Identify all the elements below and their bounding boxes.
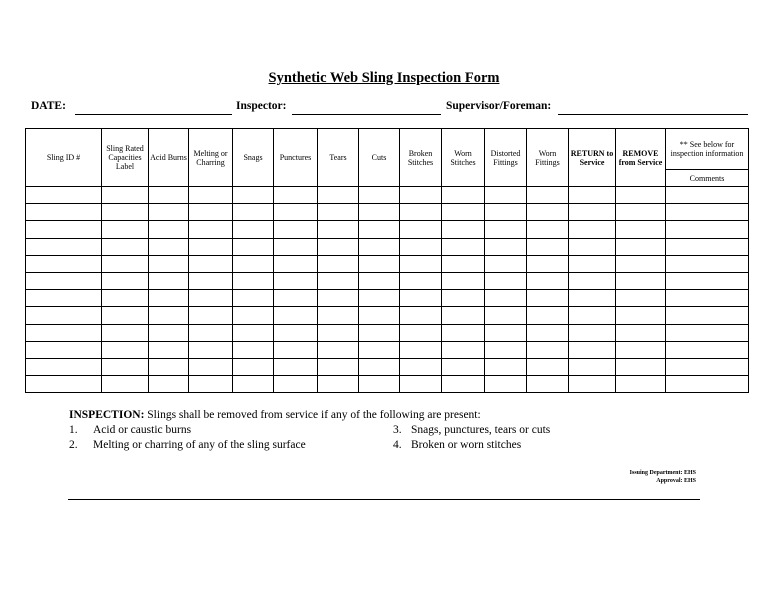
table-cell[interactable] (359, 238, 400, 255)
table-cell[interactable] (442, 358, 485, 375)
table-cell[interactable] (400, 341, 442, 358)
list-item (393, 438, 522, 453)
table-cell[interactable] (527, 187, 569, 204)
table-cell[interactable] (359, 221, 400, 238)
table-cell[interactable] (102, 324, 149, 341)
table-cell[interactable] (149, 341, 189, 358)
table-row (26, 341, 749, 358)
table-cell[interactable] (189, 238, 233, 255)
table-cell[interactable] (233, 307, 274, 324)
table-cell[interactable] (666, 376, 749, 393)
table-cell[interactable] (26, 204, 102, 221)
table-cell[interactable] (26, 255, 102, 272)
table-cell[interactable] (102, 238, 149, 255)
table-cell[interactable] (442, 272, 485, 289)
table-cell[interactable] (442, 376, 485, 393)
table-cell[interactable] (26, 290, 102, 307)
table-cell[interactable] (102, 376, 149, 393)
table-cell[interactable] (527, 272, 569, 289)
table-cell[interactable] (149, 307, 189, 324)
supervisor-field[interactable] (558, 113, 748, 115)
table-cell[interactable] (189, 290, 233, 307)
table-cell[interactable] (569, 290, 616, 307)
table-row (26, 204, 749, 221)
table-cell[interactable] (26, 324, 102, 341)
item-text: Melting or charring of any of the sling surface (93, 439, 306, 451)
header-see-below: ** See below for inspection information (666, 129, 749, 170)
table-cell[interactable] (233, 255, 274, 272)
table-row (26, 307, 749, 324)
table-cell[interactable] (318, 324, 359, 341)
table-cell[interactable] (569, 358, 616, 375)
table-cell[interactable] (359, 255, 400, 272)
item-text: Broken or worn stitches (411, 439, 522, 451)
table-cell[interactable] (569, 187, 616, 204)
table-row (26, 376, 749, 393)
table-cell[interactable] (359, 376, 400, 393)
table-cell[interactable] (400, 221, 442, 238)
inspector-field[interactable] (292, 113, 441, 115)
table-cell[interactable] (359, 358, 400, 375)
table-cell[interactable] (318, 358, 359, 375)
table-cell[interactable] (666, 187, 749, 204)
table-cell[interactable] (359, 307, 400, 324)
table-cell[interactable] (359, 290, 400, 307)
table-cell[interactable] (149, 238, 189, 255)
table-cell[interactable] (400, 376, 442, 393)
table-cell[interactable] (102, 204, 149, 221)
table-cell[interactable] (274, 204, 318, 221)
table-cell[interactable] (616, 358, 666, 375)
table-cell[interactable] (274, 358, 318, 375)
table-cell[interactable] (616, 221, 666, 238)
table-cell[interactable] (189, 376, 233, 393)
table-cell[interactable] (400, 290, 442, 307)
table-cell[interactable] (442, 238, 485, 255)
table-cell[interactable] (318, 272, 359, 289)
table-cell[interactable] (616, 272, 666, 289)
header-distorted-fittings: Distorted Fittings (485, 129, 527, 187)
table-cell[interactable] (26, 376, 102, 393)
table-row (26, 221, 749, 238)
table-cell[interactable] (274, 187, 318, 204)
table-cell[interactable] (485, 290, 527, 307)
table-cell[interactable] (666, 358, 749, 375)
table-cell[interactable] (149, 204, 189, 221)
header-tears: Tears (318, 129, 359, 187)
table-cell[interactable] (400, 307, 442, 324)
table-cell[interactable] (485, 204, 527, 221)
table-cell[interactable] (485, 358, 527, 375)
table-cell[interactable] (318, 341, 359, 358)
table-cell[interactable] (189, 255, 233, 272)
table-cell[interactable] (274, 272, 318, 289)
table-cell[interactable] (569, 204, 616, 221)
table-cell[interactable] (616, 238, 666, 255)
table-cell[interactable] (26, 187, 102, 204)
table-cell[interactable] (318, 290, 359, 307)
table-cell[interactable] (569, 272, 616, 289)
table-cell[interactable] (102, 221, 149, 238)
table-cell[interactable] (189, 358, 233, 375)
table-cell[interactable] (149, 290, 189, 307)
table-cell[interactable] (442, 255, 485, 272)
table-cell[interactable] (189, 204, 233, 221)
table-cell[interactable] (189, 272, 233, 289)
table-cell[interactable] (527, 238, 569, 255)
table-cell[interactable] (274, 290, 318, 307)
footer-divider (68, 499, 700, 500)
table-cell[interactable] (400, 358, 442, 375)
table-cell[interactable] (149, 358, 189, 375)
table-cell[interactable] (359, 187, 400, 204)
table-cell[interactable] (233, 290, 274, 307)
table-cell[interactable] (485, 341, 527, 358)
date-field[interactable] (75, 113, 232, 115)
form-title: Synthetic Web Sling Inspection Form (268, 70, 500, 86)
approval: Approval: EHS (656, 478, 696, 484)
table-cell[interactable] (102, 187, 149, 204)
inspection-notes (69, 408, 709, 451)
table-cell[interactable] (485, 272, 527, 289)
table-cell[interactable] (527, 341, 569, 358)
table-cell[interactable] (26, 307, 102, 324)
table-cell[interactable] (569, 221, 616, 238)
table-cell[interactable] (189, 187, 233, 204)
header-melting-charring: Melting or Charring (189, 129, 233, 187)
table-cell[interactable] (233, 376, 274, 393)
table-cell[interactable] (274, 255, 318, 272)
table-cell[interactable] (666, 238, 749, 255)
table-cell[interactable] (400, 238, 442, 255)
header-broken-stitches: Broken Stitches (400, 129, 442, 187)
header-snags: Snags (233, 129, 274, 187)
table-cell[interactable] (233, 341, 274, 358)
table-cell[interactable] (233, 358, 274, 375)
issuing-department: Issuing Department: EHS (629, 470, 696, 476)
table-row (26, 255, 749, 272)
table-cell[interactable] (149, 255, 189, 272)
table-cell[interactable] (274, 238, 318, 255)
table-row (26, 187, 749, 204)
issuing-info (630, 469, 696, 485)
item-number: 3. (393, 424, 402, 436)
table-cell[interactable] (616, 255, 666, 272)
table-cell[interactable] (527, 255, 569, 272)
table-cell[interactable] (666, 221, 749, 238)
table-cell[interactable] (102, 272, 149, 289)
table-cell[interactable] (527, 204, 569, 221)
table-row (26, 324, 749, 341)
table-cell[interactable] (442, 204, 485, 221)
item-number: 1. (69, 424, 78, 436)
table-cell[interactable] (359, 324, 400, 341)
table-cell[interactable] (102, 255, 149, 272)
table-cell[interactable] (318, 238, 359, 255)
table-cell[interactable] (318, 255, 359, 272)
table-cell[interactable] (318, 221, 359, 238)
table-cell[interactable] (666, 204, 749, 221)
table-cell[interactable] (527, 221, 569, 238)
table-cell[interactable] (400, 324, 442, 341)
table-cell[interactable] (318, 187, 359, 204)
table-cell[interactable] (274, 341, 318, 358)
table-cell[interactable] (359, 272, 400, 289)
table-cell[interactable] (616, 187, 666, 204)
table-cell[interactable] (527, 307, 569, 324)
item-number: 4. (393, 439, 402, 451)
table-cell[interactable] (359, 341, 400, 358)
table-cell[interactable] (149, 221, 189, 238)
table-cell[interactable] (102, 358, 149, 375)
table-cell[interactable] (527, 376, 569, 393)
table-cell[interactable] (318, 307, 359, 324)
table-cell[interactable] (569, 255, 616, 272)
table-cell[interactable] (616, 376, 666, 393)
header-rated-capacities: Sling Rated Capacities Label (102, 129, 149, 187)
table-cell[interactable] (26, 221, 102, 238)
table-row (26, 238, 749, 255)
table-cell[interactable] (485, 187, 527, 204)
table-cell[interactable] (569, 307, 616, 324)
table-cell[interactable] (233, 204, 274, 221)
inspection-table (25, 128, 749, 393)
inspection-heading: INSPECTION: (69, 409, 145, 421)
header-punctures: Punctures (274, 129, 318, 187)
table-cell[interactable] (442, 290, 485, 307)
table-cell[interactable] (569, 238, 616, 255)
table-cell[interactable] (233, 221, 274, 238)
table-cell[interactable] (400, 187, 442, 204)
table-cell[interactable] (485, 238, 527, 255)
item-text: Snags, punctures, tears or cuts (411, 424, 551, 436)
table-cell[interactable] (442, 221, 485, 238)
table-cell[interactable] (233, 324, 274, 341)
table-cell[interactable] (102, 341, 149, 358)
list-item (69, 423, 192, 438)
table-cell[interactable] (442, 187, 485, 204)
header-sling-id: Sling ID # (26, 129, 102, 187)
inspector-label: Inspector: (236, 100, 287, 112)
table-cell[interactable] (400, 204, 442, 221)
table-cell[interactable] (442, 341, 485, 358)
table-cell[interactable] (616, 341, 666, 358)
table-cell[interactable] (274, 221, 318, 238)
header-acid-burns: Acid Burns (149, 129, 189, 187)
table-cell[interactable] (527, 324, 569, 341)
table-cell[interactable] (102, 290, 149, 307)
inspection-intro: Slings shall be removed from service if any of the following are present: (144, 409, 481, 421)
table-cell[interactable] (274, 376, 318, 393)
table-cell[interactable] (318, 204, 359, 221)
table-body (26, 187, 749, 393)
table-cell[interactable] (666, 324, 749, 341)
list-item (69, 438, 306, 453)
table-cell[interactable] (616, 307, 666, 324)
table-cell[interactable] (149, 187, 189, 204)
table-cell[interactable] (666, 290, 749, 307)
table-cell[interactable] (189, 221, 233, 238)
table-cell[interactable] (149, 272, 189, 289)
table-cell[interactable] (189, 324, 233, 341)
table-cell[interactable] (149, 324, 189, 341)
table-cell[interactable] (274, 307, 318, 324)
table-cell[interactable] (527, 290, 569, 307)
table-cell[interactable] (569, 376, 616, 393)
table-cell[interactable] (189, 341, 233, 358)
table-cell[interactable] (666, 307, 749, 324)
header-remove-from-service: REMOVE from Service (616, 129, 666, 187)
table-cell[interactable] (26, 272, 102, 289)
date-label: DATE: (31, 100, 66, 112)
table-cell[interactable] (400, 255, 442, 272)
table-cell[interactable] (400, 272, 442, 289)
table-cell[interactable] (102, 307, 149, 324)
table-cell[interactable] (442, 307, 485, 324)
table-cell[interactable] (485, 255, 527, 272)
header-cuts: Cuts (359, 129, 400, 187)
list-item (393, 423, 551, 438)
table-cell[interactable] (26, 358, 102, 375)
table-row (26, 272, 749, 289)
table-cell[interactable] (149, 376, 189, 393)
header-fields (31, 100, 749, 118)
table-cell[interactable] (485, 376, 527, 393)
table-cell[interactable] (569, 324, 616, 341)
item-number: 2. (69, 439, 78, 451)
table-cell[interactable] (666, 272, 749, 289)
table-cell[interactable] (442, 324, 485, 341)
header-comments: Comments (666, 170, 749, 187)
table-cell[interactable] (485, 221, 527, 238)
table-cell[interactable] (569, 341, 616, 358)
table-row (26, 358, 749, 375)
table-cell[interactable] (233, 238, 274, 255)
table-cell[interactable] (666, 255, 749, 272)
table-cell[interactable] (233, 187, 274, 204)
header-worn-stitches: Worn Stitches (442, 129, 485, 187)
table-row (26, 290, 749, 307)
table-cell[interactable] (616, 290, 666, 307)
table-cell[interactable] (189, 307, 233, 324)
table-cell[interactable] (26, 341, 102, 358)
header-return-to-service: RETURN to Service (569, 129, 616, 187)
table-cell[interactable] (274, 324, 318, 341)
supervisor-label: Supervisor/Foreman: (446, 100, 552, 112)
table-cell[interactable] (318, 376, 359, 393)
item-text: Acid or caustic burns (93, 424, 192, 436)
table-cell[interactable] (666, 341, 749, 358)
table-cell[interactable] (485, 324, 527, 341)
table-cell[interactable] (527, 358, 569, 375)
header-worn-fittings: Worn Fittings (527, 129, 569, 187)
table-cell[interactable] (616, 204, 666, 221)
table-cell[interactable] (233, 272, 274, 289)
table-cell[interactable] (616, 324, 666, 341)
table-cell[interactable] (359, 204, 400, 221)
table-cell[interactable] (26, 238, 102, 255)
table-cell[interactable] (485, 307, 527, 324)
